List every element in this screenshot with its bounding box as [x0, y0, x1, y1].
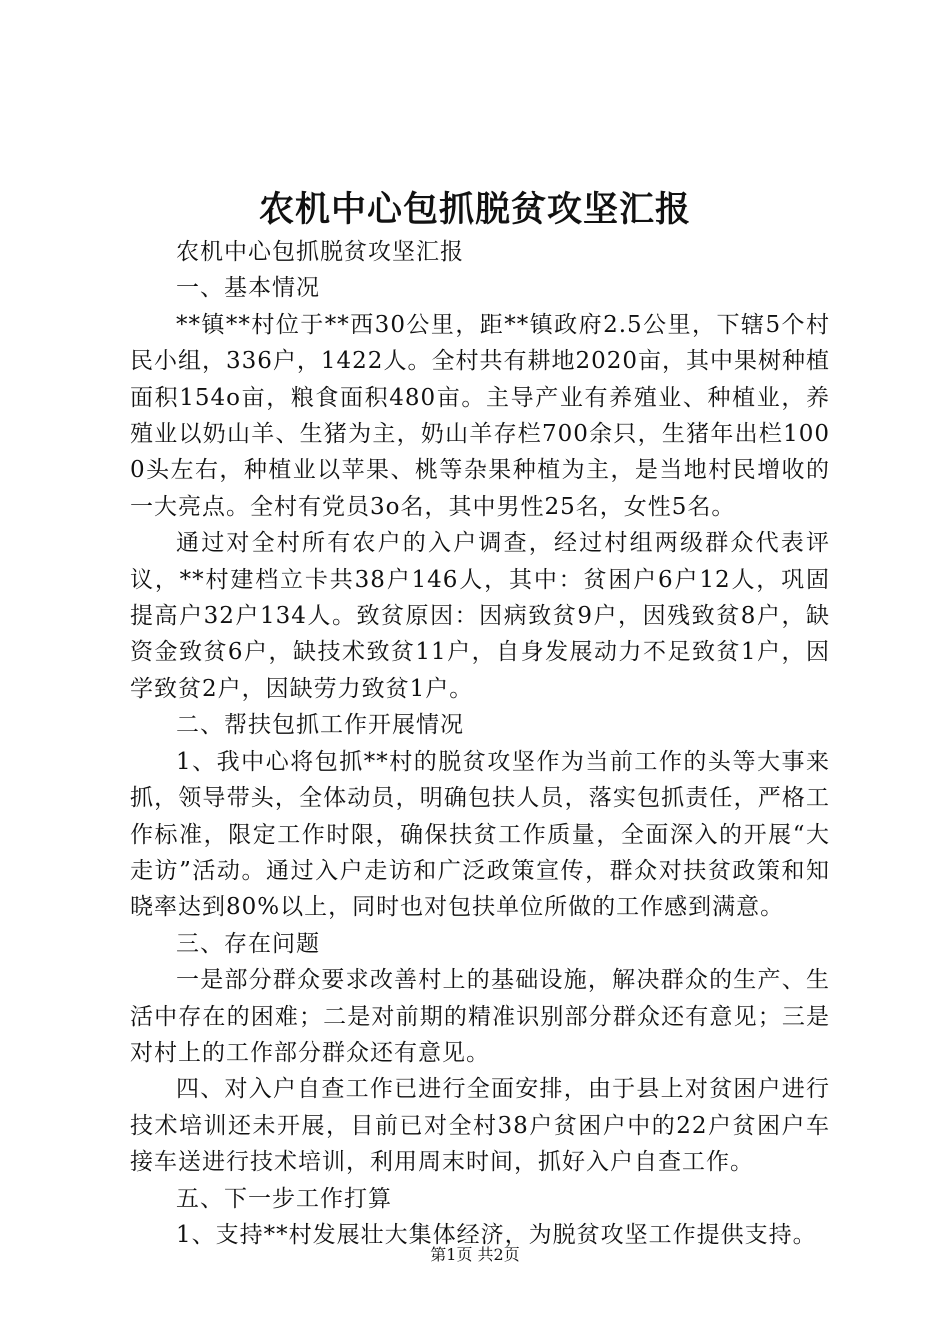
- page-number: 第1页 共2页: [430, 1245, 520, 1264]
- paragraph-problems: 一是部分群众要求改善村上的基础设施，解决群众的生产、生活中存在的困难；二是对前期的精准识别部分群众还有意见；三是对村上的工作部分群众还有意见。: [130, 967, 830, 1066]
- paragraph-village-overview: **镇**村位于**西30公里，距**镇政府2.5公里，下辖5个村民小组，336户，1422人。全村共有耕地2020亩，其中果树种植面积154o亩，粮食面积480亩。主导产业有养殖业、种植业，养殖业以奶山羊、生猪为主，奶山羊存栏700余只，生猪年出栏1000头左右，种植业以苹果、桃等杂果种植为主，是当地村民增收的一大亮点。全村有党员3o名，其中男性25名，女性5名。: [130, 311, 830, 520]
- document-body: [130, 234, 830, 1253]
- paragraph-next-step-1: 1、支持**村发展壮大集体经济，为脱贫攻坚工作提供支持。: [176, 1221, 817, 1248]
- paragraph-self-inspection: 四、对入户自查工作已进行全面安排，由于县上对贫困户进行技术培训还未开展，目前已对全村38户贫困户中的22户贫困户车接车送进行技术培训，利用周末时间，抓好入户自查工作。: [130, 1076, 830, 1176]
- paragraph-assistance-work: 1、我中心将包抓**村的脱贫攻坚作为当前工作的头等大事来抓，领导带头，全体动员，明确包扶人员，落实包抓责任，严格工作标准，限定工作时限，确保扶贫工作质量，全面深入的开展“大走访”活动。通过入户走访和广泛政策宣传，群众对扶贫政策和知晓率达到80%以上，同时也对包扶单位所做的工作感到满意。: [130, 748, 830, 921]
- section-heading-problems: 三、存在问题: [176, 930, 320, 957]
- section-heading-basic: 一、基本情况: [176, 275, 320, 302]
- document-title: 农机中心包抓脱贫攻坚汇报: [258, 189, 691, 230]
- paragraph-subtitle: 农机中心包抓脱贫攻坚汇报: [176, 239, 464, 265]
- section-heading-next-steps: 五、下一步工作打算: [176, 1185, 392, 1212]
- paragraph-poverty-survey: 通过对全村所有农户的入户调查，经过村组两级群众代表评议，**村建档立卡共38户146人，其中：贫困户6户12人，巩固提高户32户134人。致贫原因：因病致贫9户，因残致贫8户，缺资金致贫6户，缺技术致贫11户，自身发展动力不足致贫1户，因学致贫2户，因缺劳力致贫1户。: [130, 530, 830, 702]
- section-heading-assistance: 二、帮扶包抓工作开展情况: [176, 712, 464, 739]
